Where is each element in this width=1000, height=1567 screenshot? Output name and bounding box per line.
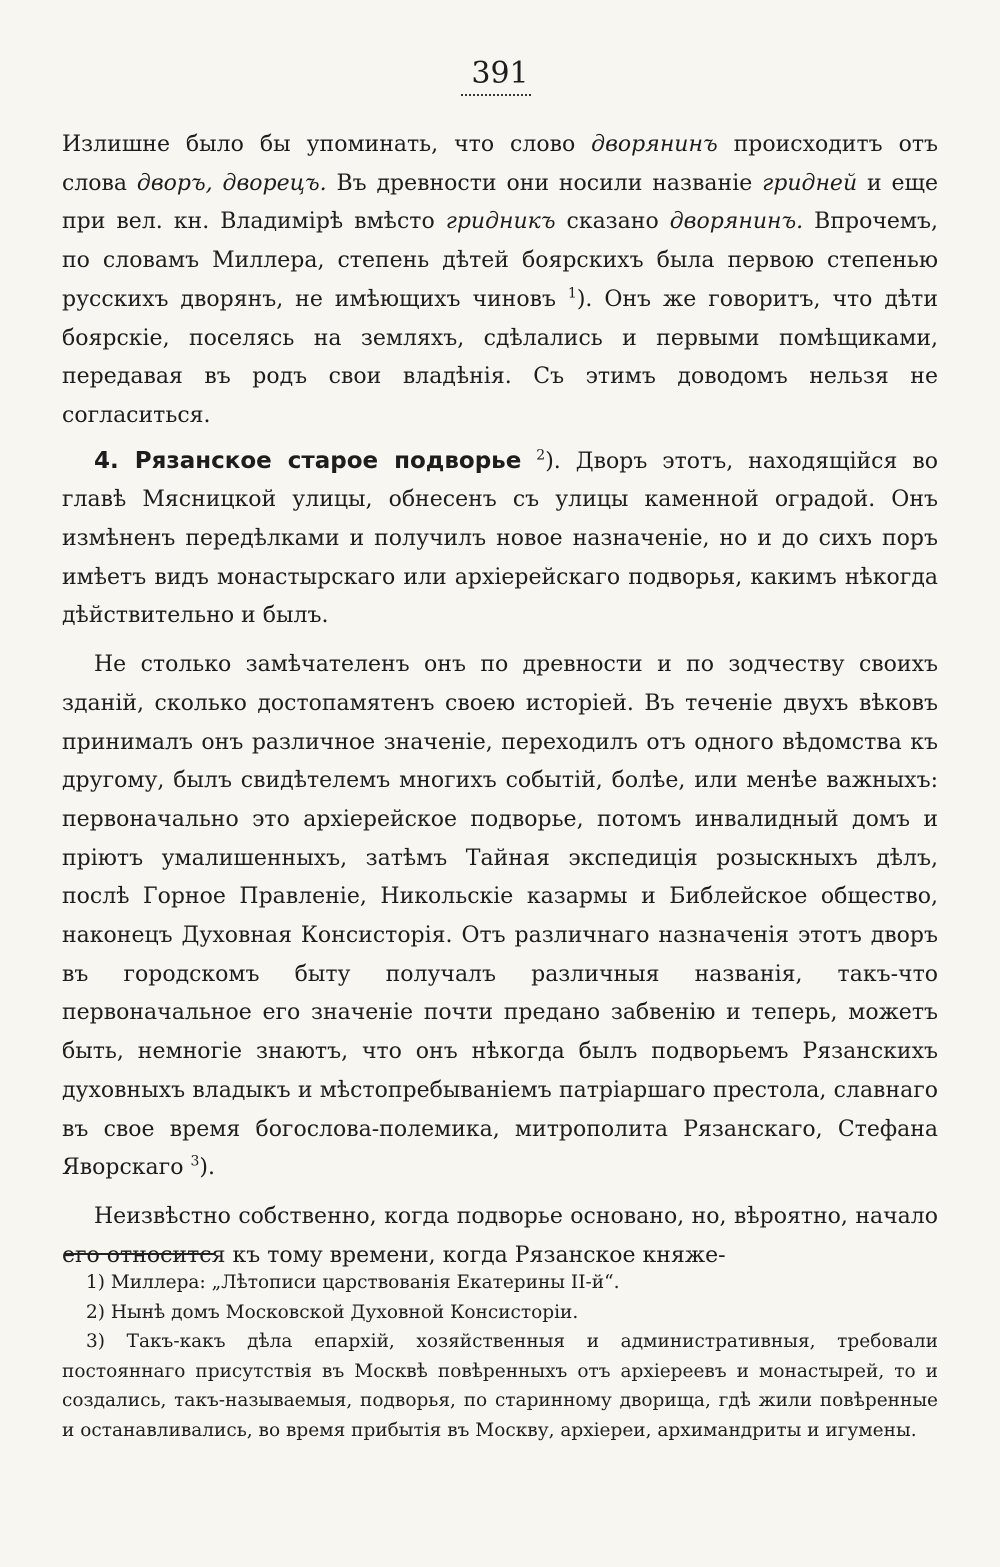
text-run: происходитъ отъ слова — [62, 132, 938, 196]
section-heading: 4. Рязанское старое подворье — [94, 447, 522, 474]
paragraph-2 — [62, 442, 938, 637]
footnote-rule — [64, 1253, 214, 1255]
footnote-ref: 1 — [567, 285, 577, 302]
footnotes — [62, 1268, 938, 1445]
page-number: 391 — [471, 56, 529, 91]
italic-term: дворянинъ — [591, 132, 718, 157]
paragraph-1 — [62, 126, 938, 436]
paragraph-4 — [62, 1198, 938, 1275]
footnote-3: 3) Такъ-какъ дѣла епархій, хозяйственныя и административныя, требовали постояннаго присутствія въ Москвѣ повѣренныхъ отъ архіереевъ и монастырей, то и создались, такъ-называемыя, подворья, по старинному дворища, гдѣ жили повѣренные и останавливались, во время прибытія въ Москву, архіереи, архимандриты и игумены. — [62, 1331, 938, 1441]
footnote-ref: 3 — [190, 1153, 200, 1170]
text-run: Не столько замѣчателенъ онъ по древности и по зодчеству своихъ зданій, сколько достопамятенъ своею исторіей. Въ теченіе двухъ вѣковъ принималъ онъ различное значеніе, переходилъ отъ одного вѣдомства къ другому, былъ свидѣтелемъ многихъ событій, болѣе, или менѣе важныхъ: первоначально это архіерейское подворье, потомъ инвалидный домъ и пріютъ умалишенныхъ, затѣмъ Тайная экспедиція розыскныхъ дѣлъ, послѣ Горное Правленіе, Никольскіе казармы и Библейское общество, наконецъ Духовная Консисторія. Отъ различнаго назначенія этотъ дворъ въ городскомъ быту получалъ различныя названія, такъ-что первоначальное его значеніе почти предано забвенію и теперь, можетъ быть, немногіе знаютъ, что онъ нѣкогда былъ подворьемъ Рязанскихъ духовныхъ владыкъ и мѣстопребываніемъ патріаршаго престола, славнаго въ свое время богослова-полемика, митрополита Рязанскаго, Стефана Яворскаго — [62, 652, 938, 1181]
footnote-1: 1) Миллера: „Лѣтописи царствованія Екатерины II-й“. — [86, 1272, 620, 1293]
footnote-ref: 2 — [536, 447, 546, 464]
italic-term: гридней — [762, 170, 858, 196]
italic-term: дворъ, дворецъ. — [136, 170, 327, 196]
text-run: сказано — [555, 209, 670, 235]
text-run: и еще при вел. кн. Владимірѣ вмѣсто — [62, 170, 938, 235]
italic-term: гридникъ — [445, 209, 556, 235]
text-run: Въ древности они носили названіе — [326, 170, 763, 196]
text-run: Неизвѣстно собственно, когда подворье основано, но, вѣроятно, начало его относится къ тому времени, когда Рязанское княже- — [62, 1203, 938, 1268]
text-run — [521, 449, 536, 474]
text-run: ). — [199, 1155, 215, 1181]
paragraph-3 — [62, 646, 938, 1188]
text-run: Излишне было бы упоминать, что слово — [62, 132, 592, 157]
italic-term: дворянинъ. — [669, 209, 804, 235]
text-run: ). Дворъ этотъ, находящійся во главѣ Мясницкой улицы, обнесенъ съ улицы каменной оградой. Онъ измѣненъ передѣлками и получилъ новое назначеніе, но и до сихъ поръ имѣетъ видъ монастырскаго или архіерейскаго подворья, какимъ нѣкогда дѣйствительно и былъ. — [62, 448, 938, 629]
footnote-2: 2) Нынѣ домъ Московской Духовной Консисторіи. — [86, 1301, 579, 1323]
text-run: ). Онъ же говоритъ, что дѣти боярскіе, поселясь на земляхъ, сдѣлались и первыми помѣщиками, передавая въ родъ свои владѣнія. Съ этимъ доводомъ нельзя не согласиться. — [62, 286, 938, 428]
text-run: Впрочемъ, по словамъ Миллера, степень дѣтей боярскихъ была первою степенью русскихъ дворянъ, не имѣющихъ чиновъ — [62, 209, 939, 312]
page-number-rule — [461, 94, 531, 96]
main-text — [62, 126, 938, 1275]
